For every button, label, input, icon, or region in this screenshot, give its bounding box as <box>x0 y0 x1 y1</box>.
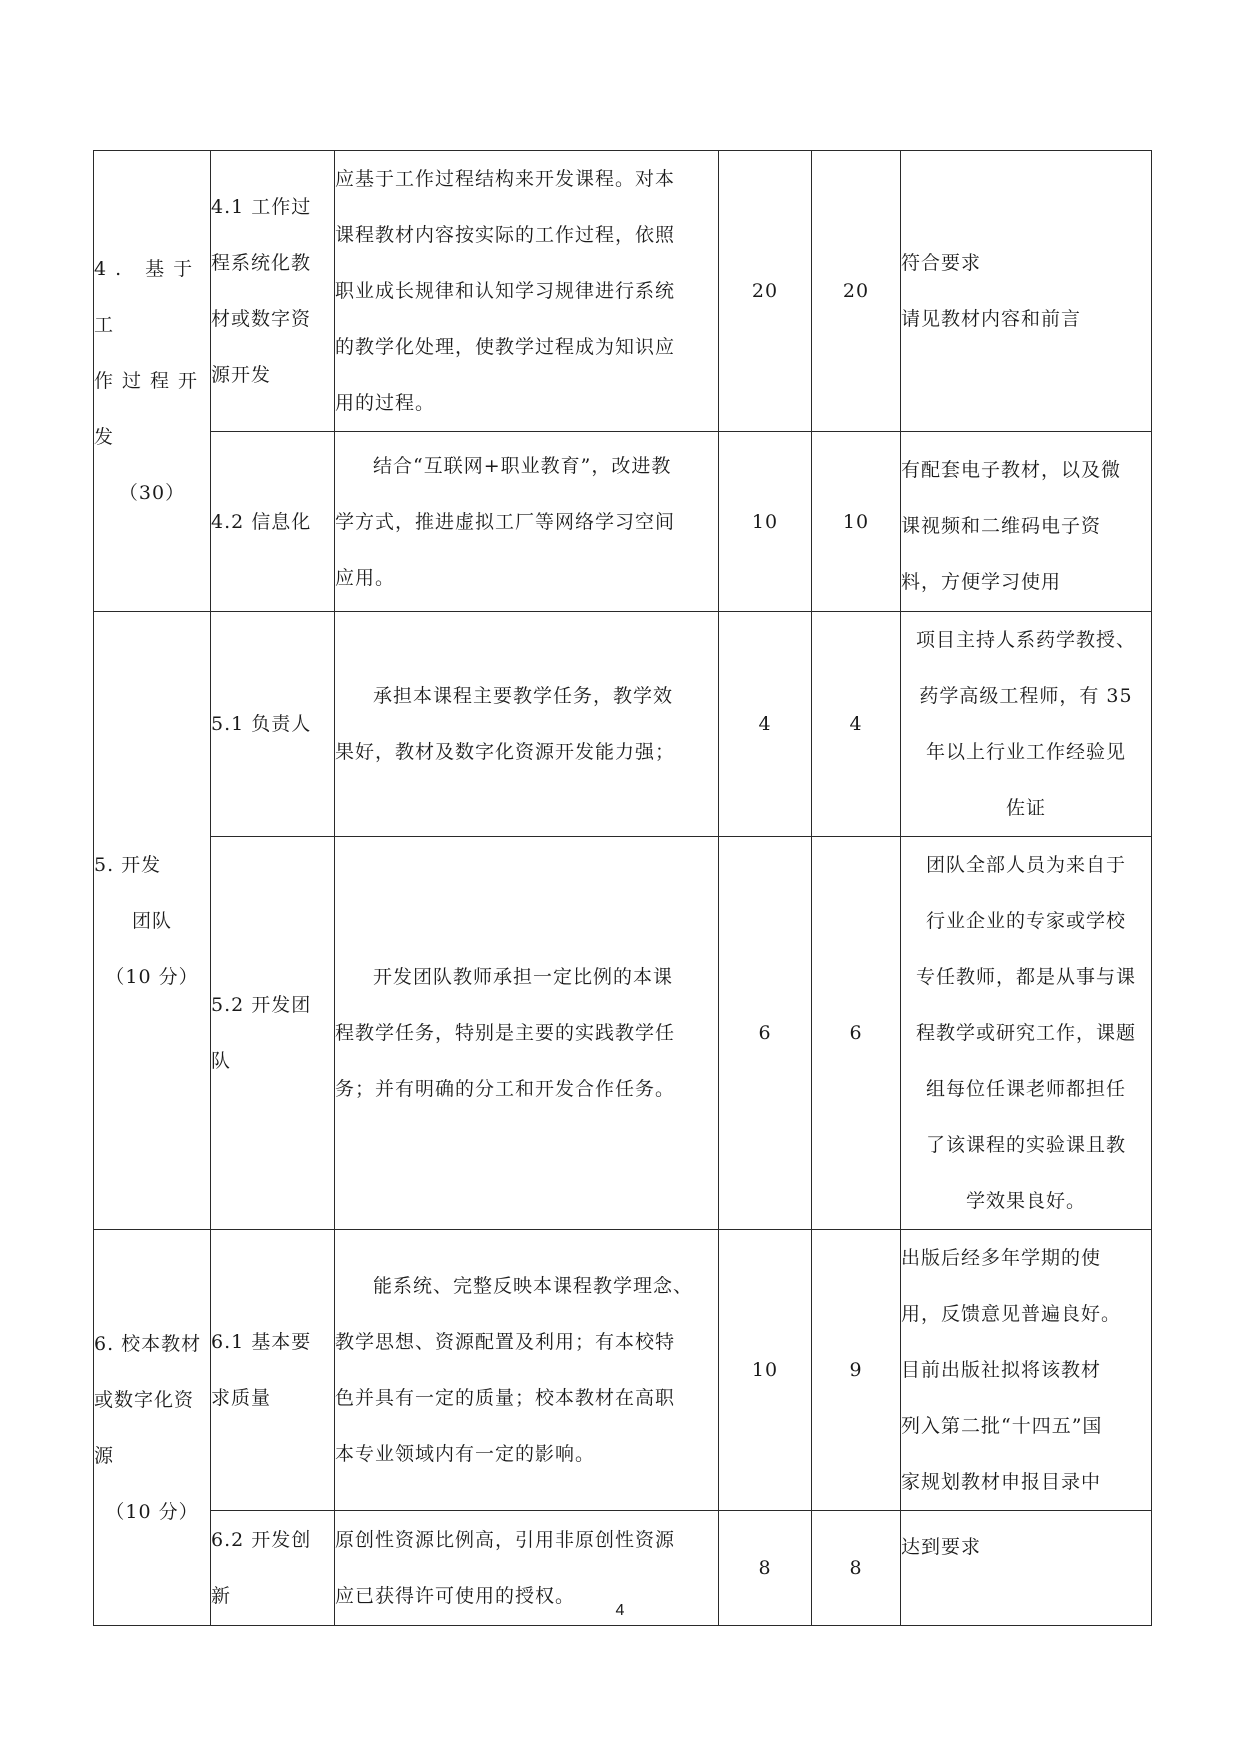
requirement-cell <box>335 151 719 432</box>
note-cell <box>901 151 1152 432</box>
subitem-line: 求质量 <box>211 1387 272 1409</box>
requirement-cell <box>335 612 719 837</box>
note-line: 目前出版社拟将该教材 <box>901 1359 1102 1381</box>
subitem-cell <box>211 151 335 432</box>
note-cell <box>901 837 1152 1230</box>
requirement-line: 学方式，推进虚拟工厂等网络学习空间 <box>335 510 676 533</box>
table-row <box>94 151 1152 432</box>
subitem-line: 4.1 工作过 <box>211 196 312 218</box>
note-line: 项目主持人系药学教授、 <box>915 629 1136 651</box>
category-line: 5. 开发 <box>94 853 162 876</box>
full-score-cell: 4 <box>719 612 812 837</box>
self-score-cell: 20 <box>812 151 901 432</box>
subitem-line: 新 <box>211 1585 232 1607</box>
category-score: （10 分） <box>105 965 199 988</box>
requirement-line: 的教学化处理，使教学过程成为知识应 <box>335 336 676 358</box>
note-line: 药学高级工程师，有 35 <box>919 685 1133 707</box>
subitem-cell <box>211 1230 335 1511</box>
requirement-line: 开发团队教师承担一定比例的本课 <box>373 966 674 988</box>
self-score-cell: 4 <box>812 612 901 837</box>
table-row <box>94 612 1152 837</box>
requirement-line: 结合“互联网+职业教育”，改进教 <box>373 454 672 477</box>
category-line: 发 <box>94 426 115 448</box>
note-cell <box>901 432 1152 612</box>
note-line: 料，方便学习使用 <box>901 571 1062 593</box>
requirement-line: 程教学任务，特别是主要的实践教学任 <box>335 1022 676 1044</box>
table-row <box>94 432 1152 612</box>
requirement-line: 原创性资源比例高，引用非原创性资源 <box>335 1529 676 1551</box>
page-number: 4 <box>615 1602 625 1619</box>
note-line: 有配套电子教材，以及微 <box>901 459 1122 481</box>
requirement-line: 应基于工作过程结构来开发课程。对本 <box>335 168 676 190</box>
category-line: 6. 校本教材 <box>94 1332 202 1355</box>
full-score-cell: 10 <box>719 432 812 612</box>
subitem-cell <box>211 837 335 1230</box>
subitem-cell <box>211 432 335 612</box>
note-line: 佐证 <box>1005 797 1046 819</box>
category-line: 源 <box>94 1444 115 1467</box>
category-cell <box>94 151 211 612</box>
table-row <box>94 837 1152 1230</box>
requirement-line: 应用。 <box>335 566 396 589</box>
note-line: 年以上行业工作经验见 <box>925 741 1126 763</box>
evaluation-table <box>93 150 1152 1626</box>
subitem-line: 程系统化教 <box>211 252 312 274</box>
note-cell <box>901 612 1152 837</box>
note-line: 行业企业的专家或学校 <box>925 910 1126 932</box>
note-line: 了该课程的实验课且教 <box>925 1134 1126 1156</box>
note-line: 组每位任课老师都担任 <box>925 1078 1126 1100</box>
category-score: （10 分） <box>105 1500 199 1523</box>
note-line: 列入第二批“十四五”国 <box>901 1415 1103 1437</box>
requirement-line: 色并具有一定的质量；校本教材在高职 <box>335 1387 676 1409</box>
category-line: 团队 <box>131 909 172 932</box>
note-line: 专任教师，都是从事与课 <box>915 966 1136 988</box>
requirement-line: 课程教材内容按实际的工作过程，依照 <box>335 224 676 246</box>
subitem-line: 5.2 开发团 <box>211 994 312 1016</box>
full-score-cell: 8 <box>719 1511 812 1626</box>
requirement-cell <box>335 837 719 1230</box>
category-score: （30） <box>118 482 186 504</box>
self-score-cell: 6 <box>812 837 901 1230</box>
requirement-line: 本专业领域内有一定的影响。 <box>335 1443 596 1465</box>
requirement-cell <box>335 1230 719 1511</box>
category-cell <box>94 1230 211 1626</box>
subitem-line: 6.2 开发创 <box>211 1529 312 1551</box>
note-line: 达到要求 <box>901 1536 982 1558</box>
note-line: 请见教材内容和前言 <box>901 308 1082 330</box>
self-score-cell: 10 <box>812 432 901 612</box>
note-line: 出版后经多年学期的使 <box>901 1247 1102 1269</box>
category-cell <box>94 612 211 1230</box>
requirement-line: 果好，教材及数字化资源开发能力强； <box>335 741 676 763</box>
category-line: 4. 基于工 <box>94 258 202 336</box>
subitem-line: 材或数字资 <box>211 308 312 330</box>
subitem-line: 源开发 <box>211 364 272 386</box>
full-score-cell: 6 <box>719 837 812 1230</box>
self-score-cell: 9 <box>812 1230 901 1511</box>
note-line: 团队全部人员为来自于 <box>925 854 1126 876</box>
requirement-line: 务；并有明确的分工和开发合作任务。 <box>335 1078 676 1100</box>
requirement-line: 用的过程。 <box>335 392 436 414</box>
subitem-line: 6.1 基本要 <box>211 1331 312 1353</box>
requirement-line: 承担本课程主要教学任务，教学效 <box>373 685 674 707</box>
subitem-line: 队 <box>211 1050 232 1072</box>
requirement-line: 职业成长规律和认知学习规律进行系统 <box>335 280 676 302</box>
category-line: 作过程开 <box>94 370 207 392</box>
note-line: 用，反馈意见普遍良好。 <box>901 1303 1122 1325</box>
requirement-line: 应已获得许可使用的授权。 <box>335 1585 576 1607</box>
requirement-cell <box>335 432 719 612</box>
table-row <box>94 1230 1152 1511</box>
requirement-line: 能系统、完整反映本课程教学理念、 <box>373 1275 694 1297</box>
note-line: 家规划教材申报目录中 <box>901 1471 1102 1493</box>
note-line: 程教学或研究工作，课题 <box>915 1022 1136 1044</box>
category-line: 或数字化资 <box>94 1388 195 1411</box>
subitem-line: 5.1 负责人 <box>211 713 312 735</box>
note-line: 符合要求 <box>901 252 982 274</box>
subitem-line: 4.2 信息化 <box>211 510 312 533</box>
self-score-cell: 8 <box>812 1511 901 1626</box>
full-score-cell: 10 <box>719 1230 812 1511</box>
full-score-cell: 20 <box>719 151 812 432</box>
note-line: 学效果良好。 <box>965 1190 1086 1212</box>
note-cell <box>901 1230 1152 1511</box>
subitem-cell <box>211 612 335 837</box>
requirement-line: 教学思想、资源配置及利用；有本校特 <box>335 1331 676 1353</box>
note-line: 课视频和二维码电子资 <box>901 515 1102 537</box>
